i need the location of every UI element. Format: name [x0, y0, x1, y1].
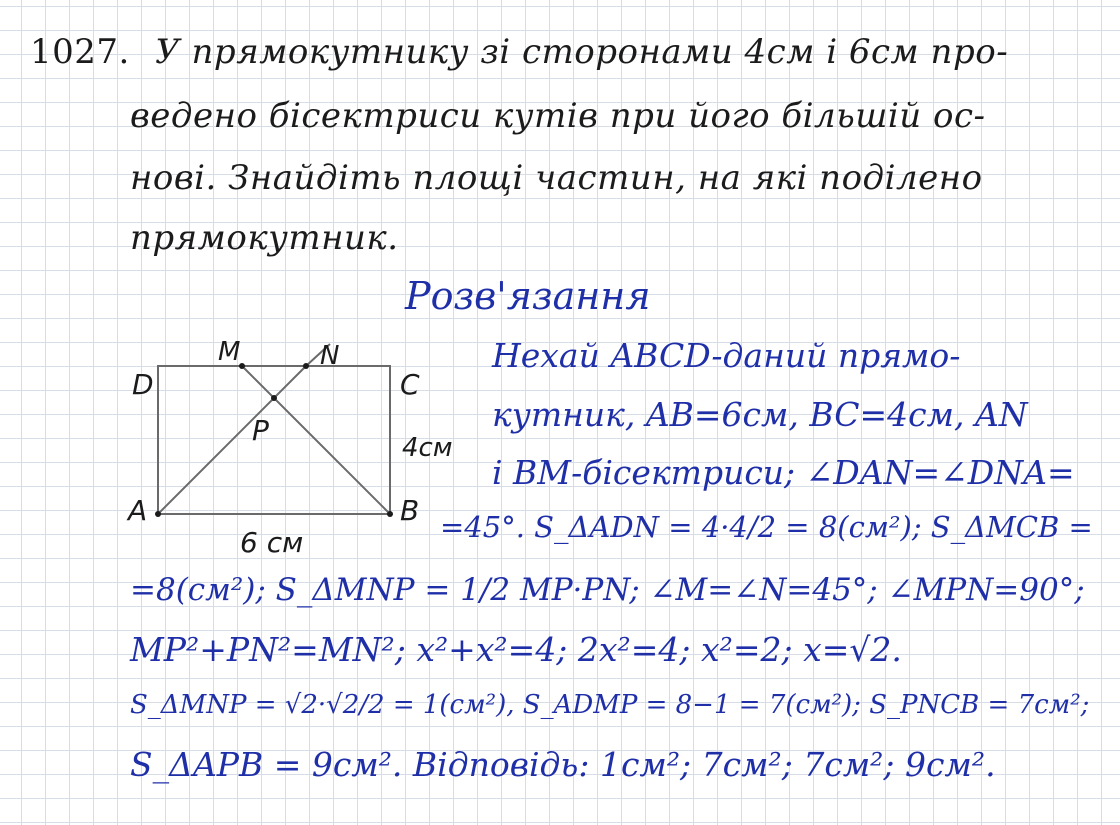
- rectangle-abcd: [158, 366, 390, 514]
- label-m: M: [218, 337, 241, 367]
- label-p: P: [252, 414, 269, 447]
- problem-line-2: ведено бісектриси кутів при його більшій ос-: [130, 96, 986, 136]
- problem-number: 1027.: [30, 32, 130, 72]
- label-side-bc: 4см: [402, 433, 453, 463]
- solution-line-3: і BM-бісектриси; ∠DAN=∠DNA=: [492, 453, 1075, 492]
- label-a: A: [128, 494, 148, 527]
- solution-line-8: S_ΔAPB = 9см². Відповідь: 1см²; 7см²; 7см²; 9см².: [130, 745, 996, 784]
- rectangle-figure: [120, 330, 460, 560]
- bisector-an: [158, 366, 306, 514]
- solution-line-6: MP²+PN²=MN²; x²+x²=4; 2x²=4; x²=2; x=√2.: [130, 630, 902, 669]
- problem-line-4: прямокутник.: [130, 218, 399, 258]
- label-side-ab: 6 см: [240, 526, 304, 559]
- point-n: [303, 363, 309, 369]
- problem-line-1: [30, 32, 1008, 72]
- solution-line-5: =8(см²); S_ΔMNP = 1/2 MP·PN; ∠M=∠N=45°; ∠MPN=90°;: [130, 572, 1085, 608]
- problem-line-3: нові. Знайдіть площі частин, на які поділено: [130, 158, 983, 198]
- solution-line-1: Нехай ABCD-даний прямо-: [492, 336, 961, 375]
- point-a: [155, 511, 161, 517]
- problem-text-1: У прямокутнику зі сторонами 4см і 6см про-: [155, 32, 1009, 72]
- solution-line-4: =45°. S_ΔADN = 4·4/2 = 8(см²); S_ΔMCB =: [440, 510, 1093, 544]
- solution-heading: Розв'язання: [405, 274, 651, 318]
- point-p: [271, 395, 277, 401]
- label-d: D: [132, 368, 154, 401]
- label-n: N: [320, 341, 340, 371]
- label-c: C: [400, 368, 420, 401]
- solution-line-7: S_ΔMNP = √2·√2/2 = 1(см²), S_ADMP = 8−1 = 7(см²); S_PNCB = 7см²;: [130, 690, 1090, 720]
- solution-line-2: кутник, AB=6см, BC=4см, AN: [492, 395, 1028, 434]
- point-b: [387, 511, 393, 517]
- label-b: B: [400, 494, 420, 527]
